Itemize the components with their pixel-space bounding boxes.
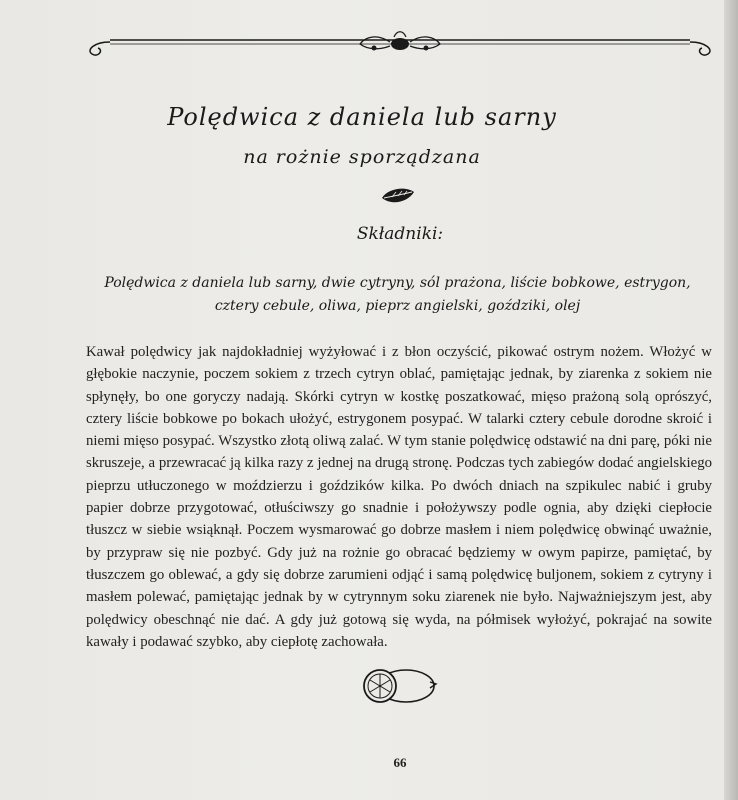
ornament-divider-icon [80,28,720,60]
recipe-subtitle: na rożnie sporządzana [243,146,481,168]
ingredients-list: Polędwica z daniela lub sarny, dwie cytryny, sól prażona, liście bobkowe, estrygon, cztery cebule, oliwa, pieprz angielski, goździki, olej [104,275,691,314]
page-number: 66 [393,755,407,770]
ingredients-heading: Składniki: [356,224,444,244]
recipe-instructions: Kawał polędwicy jak najdokładniej wyżyłować i z błon oczyścić, pikować ostrym nożem. Włożyć w głębokie naczynie, poczem sokiem z trzech cytryn oblać, pamiętając jednak, by ziarenka z sokiem nie spłynęły, bo one goryczy nadają. Skórki cytryn w kostkę poszatkować, mięso prażoną solą oprószyć, cztery liście bobkowe po bokach ułożyć, estrygonem posypać. W talarki cztery cebule dorodne skroić i niemi mięso posypać. Wszystko złotą oliwą zalać. W tym stanie polędwicę odstawić na dni parę, póki nie skruszeje, a przewracać ją kilka razy z jednej na drugą stronę. Podczas tych zabiegów dodać angielskiego pieprzu utłuczonego w moździerzu i goździków kilka. Po dwóch dniach na szpikulec nabić i gruby papier dobrze przygotować, otłuściwszy go snadnie i położywszy podle ognia, aby dzięki ciepłocie tłuszcz w siebie wsiąknął. Poczem wysmarować go dobrze masłem i niem polędwicę obwinąć uważnie, by przypraw się nie pozbyć. Gdy już na rożnie go obracać będziemy w owym papirze, pamiętać, by tłuszczem go oblewać, a gdy się dobrze zarumieni odjąć i samą polędwicę buljonem, sokiem z cytryny i masłem polewać, pamiętając jednak by w cytrynnym soku ziarenek nie było. Najważniejszym jest, aby polędwicy obeschnąć nie dać. A gdy już gotową się wyda, na półmisek wyłożyć, pokrajać na sowite kawały i podawać szybko, aby ciepłotę zachowała. [86,344,712,650]
page-edge [724,0,738,800]
leaf-icon [380,186,416,206]
recipe-title: Polędwica z daniela lub sarny [167,103,557,131]
lemon-icon [358,664,438,708]
